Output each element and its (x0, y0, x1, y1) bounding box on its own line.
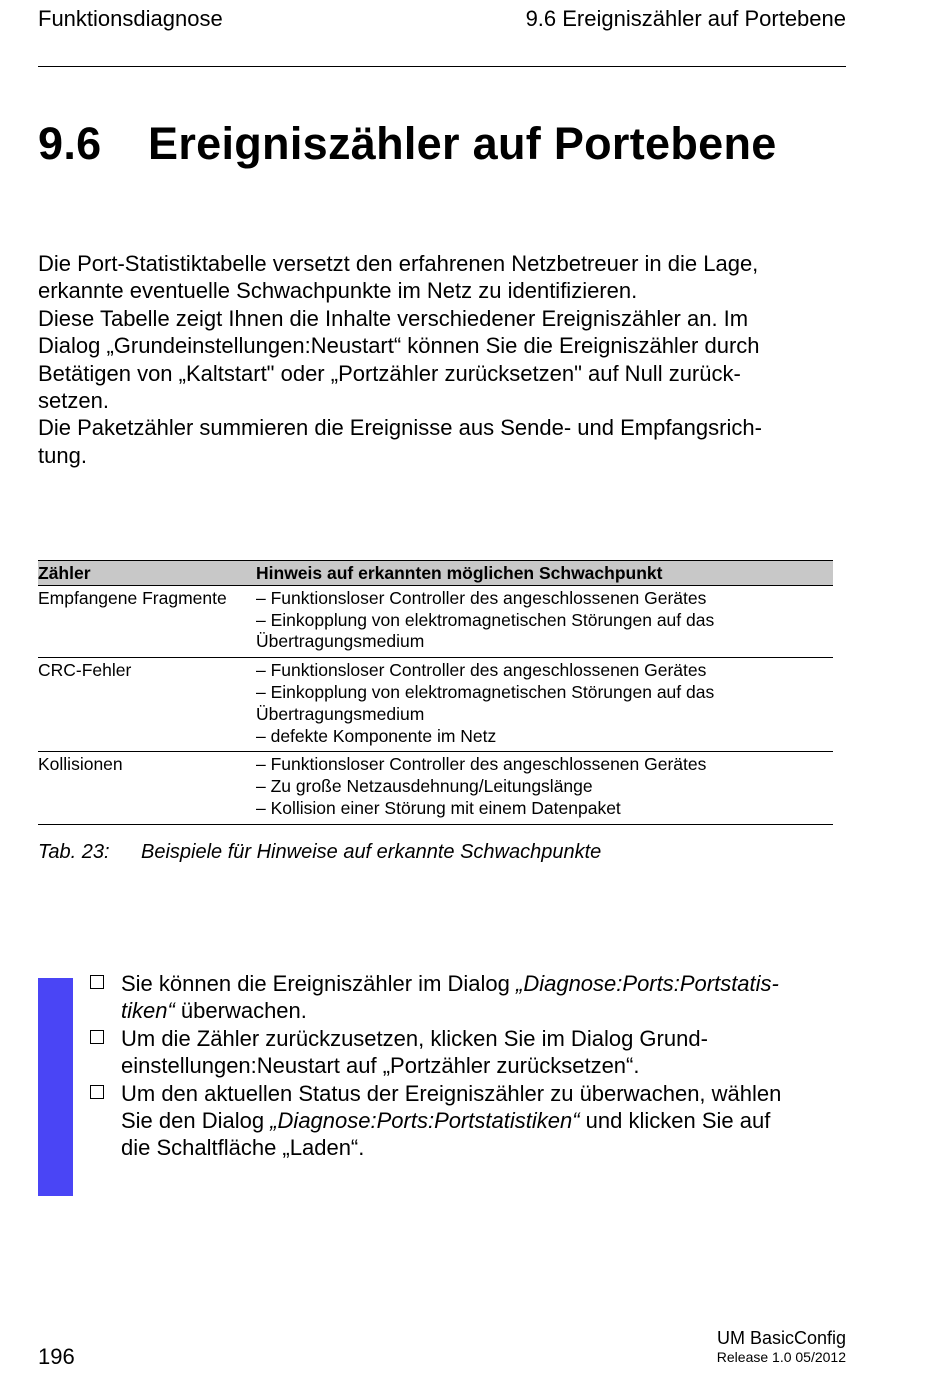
intro-line: setzen. (38, 388, 109, 414)
section-title (38, 118, 777, 170)
counter-name: CRC-Fehler (38, 658, 256, 752)
instruction-marker-bar (38, 978, 73, 1196)
hint-cell (256, 752, 833, 824)
hint-line: – Funktionsloser Controller des angeschlossenen Gerätes (256, 587, 707, 608)
dialog-path: „Diagnose:Ports:Portstatistiken“ (270, 1108, 580, 1134)
step-text: und klicken Sie auf (579, 1108, 771, 1134)
table-row (38, 752, 833, 824)
caption-label: Tab. 23: (38, 841, 110, 863)
hint-line: Übertragungsmedium (256, 631, 425, 652)
intro-line: Dialog „Grundeinstellungen:Neustart“ können Sie die Ereigniszähler durch (38, 333, 760, 359)
checkbox-icon (90, 1085, 104, 1099)
table-header-row (38, 561, 833, 586)
intro-line: tung. (38, 442, 87, 468)
hint-line: – Einkopplung von elektromagnetischen Störungen auf das (256, 609, 715, 630)
step-text: Sie können die Ereigniszähler im Dialog (121, 971, 516, 996)
counter-name: Kollisionen (38, 752, 256, 824)
hint-cell (256, 585, 833, 657)
instruction-step (88, 1080, 848, 1162)
checkbox-icon (90, 975, 104, 989)
step-line (121, 970, 848, 997)
instruction-step (88, 970, 848, 1025)
intro-paragraphs (38, 250, 838, 469)
header-chapter: Funktionsdiagnose (38, 6, 223, 31)
table-row (38, 585, 833, 657)
hint-line: – Zu große Netzausdehnung/Leitungslänge (256, 776, 593, 797)
footer-release: Release 1.0 05/2012 (716, 1349, 846, 1365)
hint-line: – Kollision einer Störung mit einem Datenpaket (256, 797, 621, 818)
counter-name: Empfangene Fragmente (38, 585, 256, 657)
hint-line: – defekte Komponente im Netz (256, 725, 497, 746)
header-rule (38, 66, 846, 67)
intro-line: Die Paketzähler summieren die Ereignisse aus Sende- und Empfangsrich- (38, 415, 762, 441)
column-header-hint: Hinweis auf erkannten möglichen Schwachpunkt (256, 561, 833, 586)
checkbox-icon (90, 1030, 104, 1044)
step-line (121, 1107, 848, 1134)
hint-line: – Funktionsloser Controller des angeschlossenen Gerätes (256, 754, 707, 775)
hint-line: Übertragungsmedium (256, 703, 425, 724)
intro-line: Die Port-Statistiktabelle versetzt den erfahrenen Netzbetreuer in die Lage, (38, 251, 759, 276)
hint-line: – Funktionsloser Controller des angeschlossenen Gerätes (256, 660, 707, 681)
section-title-text: Ereigniszähler auf Portebene (148, 118, 777, 169)
instruction-step (88, 1025, 848, 1080)
step-line: Um die Zähler zurückzusetzen, klicken Sie im Dialog Grund- (121, 1025, 708, 1051)
header-section: 9.6 Ereigniszähler auf Portebene (525, 6, 846, 31)
step-line: die Schaltfläche „Laden“. (121, 1135, 365, 1161)
intro-line: Diese Tabelle zeigt Ihnen die Inhalte verschiedener Ereigniszähler an. Im (38, 305, 749, 331)
dialog-path: „Diagnose:Ports:Portstatis- (516, 971, 779, 996)
running-header (38, 6, 846, 36)
step-text: Sie den Dialog (121, 1108, 271, 1134)
table-row (38, 658, 833, 752)
step-text: überwachen. (174, 998, 307, 1024)
dialog-path: tiken“ (121, 998, 175, 1024)
step-line: Um den aktuellen Status der Ereigniszähler zu überwachen, wählen (121, 1080, 782, 1106)
caption-text: Beispiele für Hinweise auf erkannte Schwachpunkte (141, 841, 602, 863)
counter-table (38, 560, 833, 825)
intro-line: Betätigen von „Kaltstart" oder „Portzähler zurücksetzen" auf Null zurück- (38, 360, 741, 386)
instruction-steps (88, 970, 848, 1162)
column-header-counter: Zähler (38, 561, 256, 586)
table-caption (38, 841, 601, 864)
footer-product: UM BasicConfig (716, 1328, 846, 1348)
intro-line: erkannte eventuelle Schwachpunkte im Netz zu identifizieren. (38, 278, 638, 304)
step-line (121, 997, 848, 1024)
page-number: 196 (38, 1344, 75, 1369)
hint-line: – Einkopplung von elektromagnetischen Störungen auf das (256, 681, 715, 702)
section-number: 9.6 (38, 118, 102, 169)
step-line: einstellungen:Neustart auf „Portzähler zurücksetzen“. (121, 1053, 640, 1079)
footer-info (717, 1327, 846, 1365)
hint-cell (256, 658, 833, 752)
